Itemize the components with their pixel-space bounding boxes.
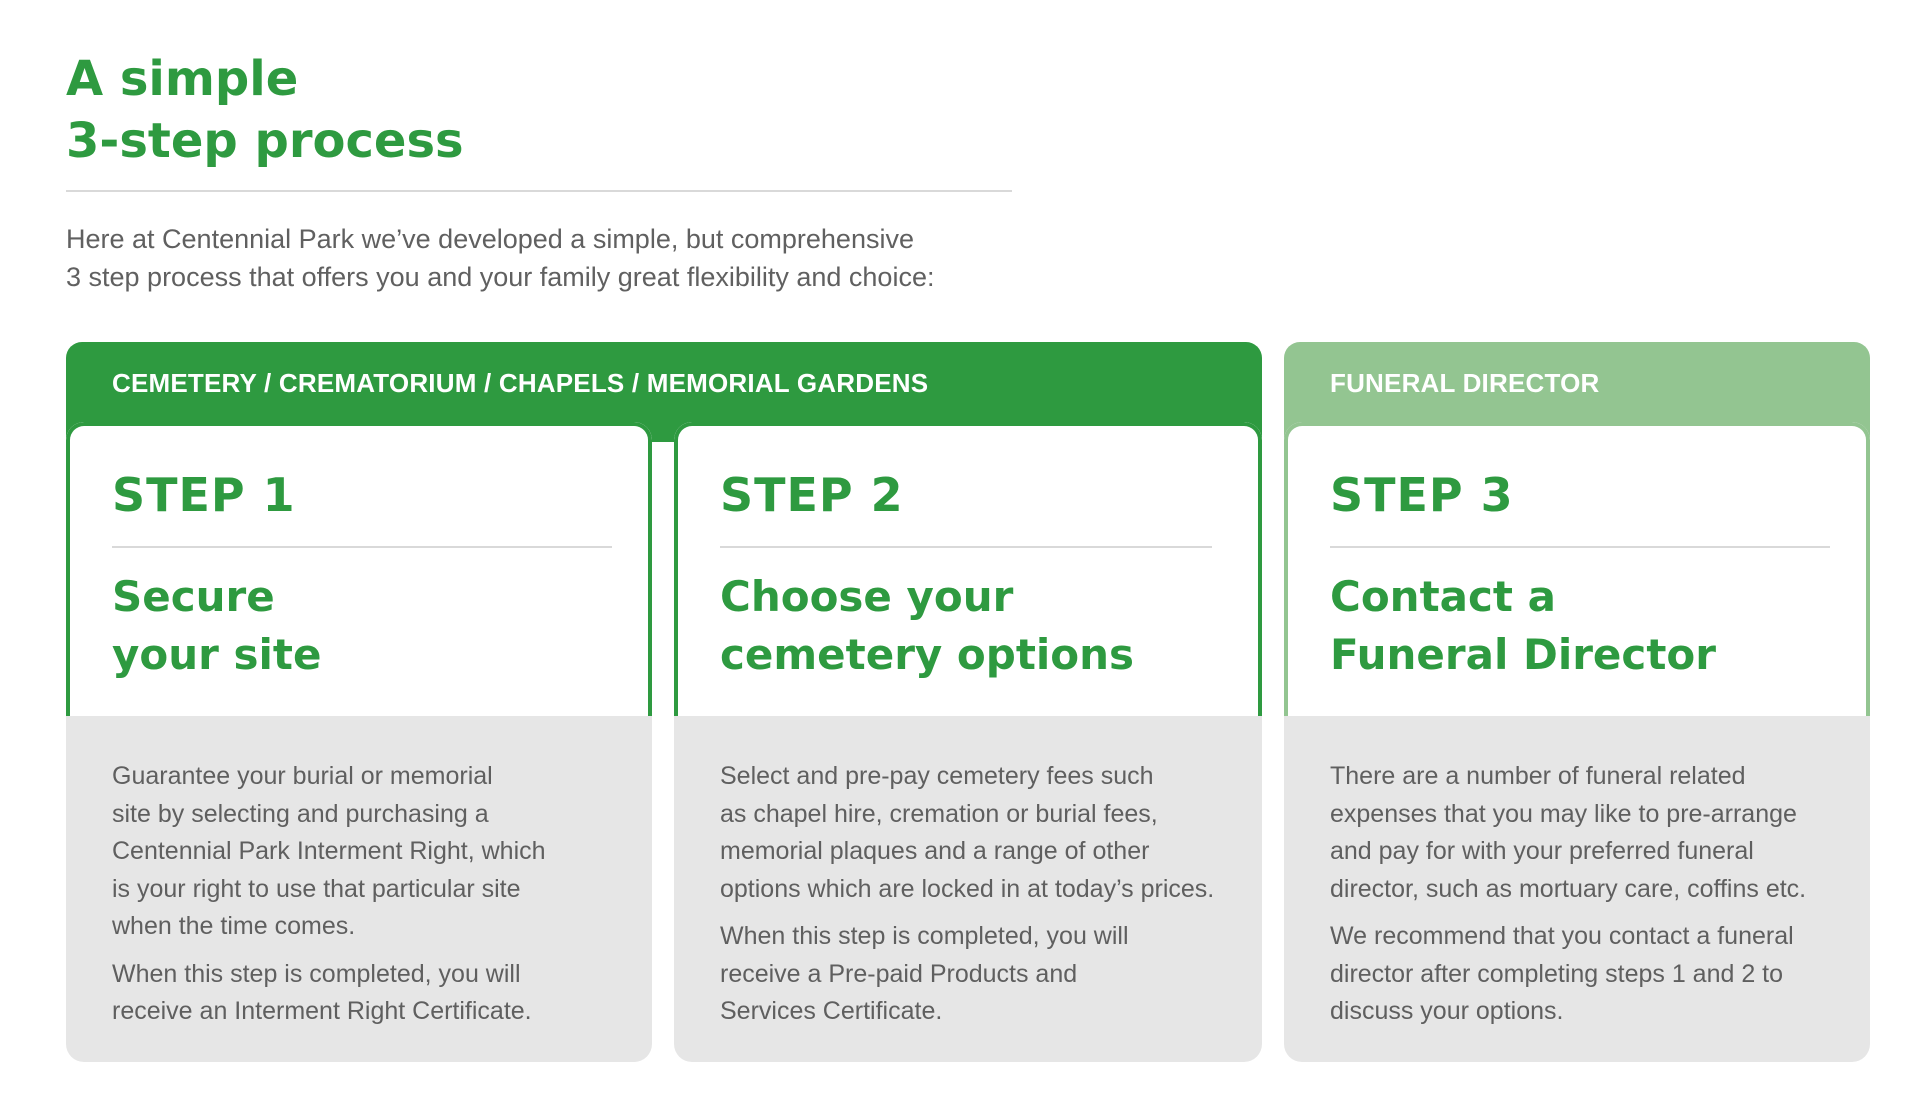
step-3-card-header (1284, 422, 1870, 716)
step-3-p2-line-1: We recommend that you contact a funeral (1330, 922, 1794, 950)
step-2-p1-line-4: options which are locked in at today’s prices. (720, 874, 1215, 903)
step-3-p2-line-3: discuss your options. (1330, 997, 1564, 1025)
intro-text (66, 220, 1066, 296)
step-2-paragraph-1 (720, 758, 1242, 908)
step-3-p2-line-2: director after completing steps 1 and 2 to (1330, 959, 1784, 988)
page-title-line-2: 3-step process (66, 113, 464, 169)
step-3-p1-line-1: There are a number of funeral related (1330, 762, 1746, 790)
step-1-title (112, 568, 321, 684)
step-3-paragraph-1 (1330, 758, 1850, 908)
intro-line-2: 3 step process that offers you and your family great flexibility and choice: (66, 262, 935, 292)
step-1-description (112, 758, 632, 1041)
step-1-card-header (66, 422, 652, 716)
step-1-p1-line-2: site by selecting and purchasing a (112, 799, 489, 828)
step-3-title (1330, 568, 1716, 684)
step-3-divider (1330, 546, 1830, 548)
step-2-title (720, 568, 1134, 684)
step-1-p2-line-2: receive an Interment Right Certificate. (112, 997, 532, 1025)
step-3-title-line-1: Contact a (1330, 572, 1556, 621)
step-1-paragraph-1 (112, 758, 632, 946)
step-3-description (1330, 758, 1850, 1041)
step-2-p1-line-1: Select and pre-pay cemetery fees such (720, 762, 1154, 790)
step-2-divider (720, 546, 1212, 548)
step-1-p2-line-1: When this step is completed, you will (112, 959, 521, 988)
step-1-p1-line-5: when the time comes. (112, 912, 356, 940)
step-2-p2-line-3: Services Certificate. (720, 997, 943, 1025)
step-1-title-line-1: Secure (112, 572, 275, 621)
step-1-card (66, 422, 652, 1062)
step-1-p1-line-1: Guarantee your burial or memorial (112, 762, 493, 790)
step-3-title-line-2: Funeral Director (1330, 630, 1716, 679)
step-3-card (1284, 422, 1870, 1062)
step-1-p1-line-4: is your right to use that particular site (112, 874, 521, 903)
step-2-card-header (674, 422, 1262, 716)
step-3-label: STEP 3 (1330, 468, 1514, 522)
step-2-p2-line-2: receive a Pre-paid Products and (720, 959, 1078, 988)
step-2-title-line-1: Choose your (720, 572, 1014, 621)
step-3-p1-line-4: director, such as mortuary care, coffins etc. (1330, 874, 1807, 903)
page-title-line-1: A simple (66, 51, 299, 107)
page-title (66, 48, 464, 172)
step-2-title-line-2: cemetery options (720, 630, 1135, 679)
step-2-label: STEP 2 (720, 468, 904, 522)
step-2-paragraph-2 (720, 918, 1242, 1031)
funeral-director-label: FUNERAL DIRECTOR (1330, 368, 1600, 398)
step-2-p1-line-2: as chapel hire, cremation or burial fees, (720, 799, 1158, 828)
step-2-p1-line-3: memorial plaques and a range of other (720, 837, 1150, 865)
step-1-paragraph-2 (112, 956, 632, 1031)
step-2-card (674, 422, 1262, 1062)
step-2-p2-line-1: When this step is completed, you will (720, 922, 1129, 950)
title-divider (66, 190, 1012, 192)
step-1-title-line-2: your site (112, 630, 322, 679)
step-1-divider (112, 546, 612, 548)
step-3-paragraph-2 (1330, 918, 1850, 1031)
step-1-label: STEP 1 (112, 468, 296, 522)
intro-line-1: Here at Centennial Park we’ve developed a simple, but comprehensive (66, 224, 914, 254)
step-1-p1-line-3: Centennial Park Interment Right, which (112, 837, 546, 865)
step-3-p1-line-2: expenses that you may like to pre-arrange (1330, 799, 1797, 828)
step-2-description (720, 758, 1242, 1041)
step-3-p1-line-3: and pay for with your preferred funeral (1330, 837, 1754, 865)
cemetery-category-label: CEMETERY / CREMATORIUM / CHAPELS / MEMORIAL GARDENS (112, 368, 929, 398)
